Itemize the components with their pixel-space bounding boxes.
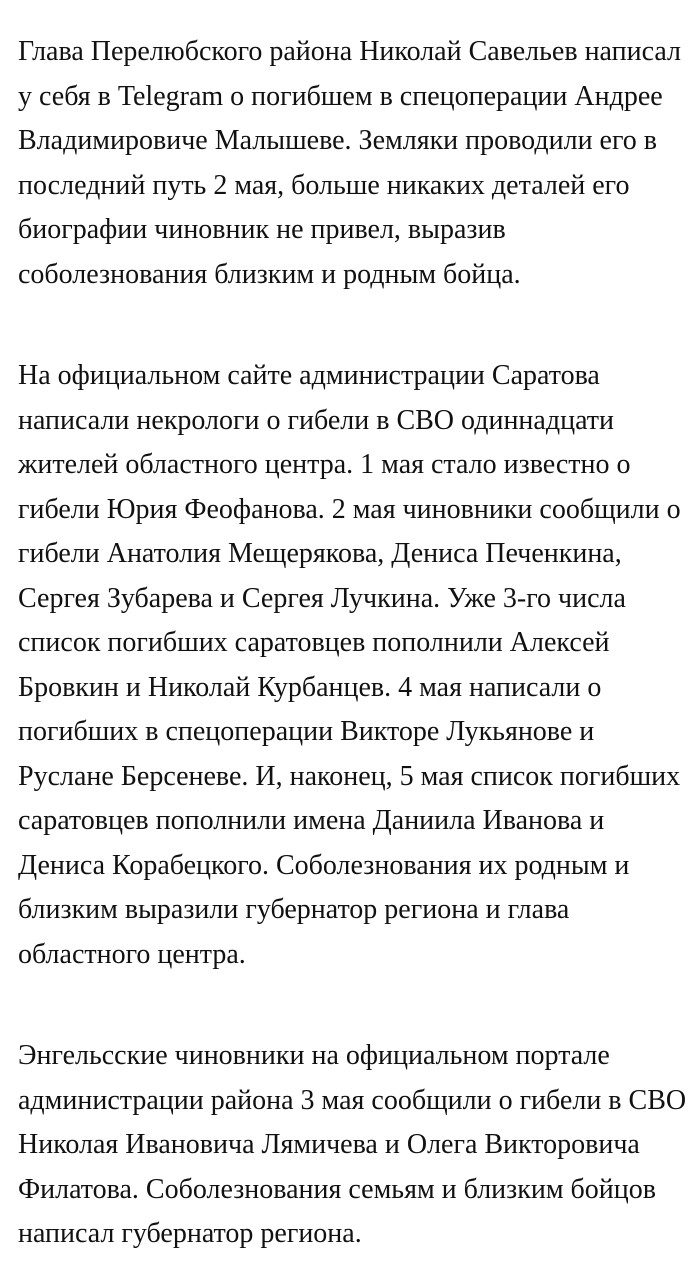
paragraph-perelyub: Глава Перелюбского района Николай Савельев написал у себя в Telegram о погибшем в спецоперации Андрее Владимировиче Малышеве. Земляки проводили его в последний путь 2 мая, больше никаких деталей его биографии чиновник не привел, выразив соболезнования близким и родным бойца.	[18, 36, 682, 290]
paragraph-saratov: На официальном сайте администрации Саратова написали некрологи о гибели в СВО одиннадцати жителей областного центра. 1 мая стало известно о гибели Юрия Феофанова. 2 мая чиновники сообщили о гибели Анатолия Мещерякова, Дениса Печенкина, Сергея Зубарева и Сергея Лучкина. Уже 3-го числа список погибших саратовцев пополнили Алексей Бровкин и Николай Курбанцев. 4 мая написали о погибших в спецоперации Викторе Лукьянове и Руслане Берсеневе. И, наконец, 5 мая список погибших саратовцев пополнили имена Даниила Иванова и Дениса Корабецкого. Соболезнования их родным и близким выразили губернатор региона и глава областного центра.	[18, 360, 681, 970]
paragraph-engels: Энгельсские чиновники на официальном портале администрации района 3 мая сообщили о гибели в СВО Николая Ивановича Лямичева и Олега Викторовича Филатова. Соболезнования семьям и близким бойцов написал губернатор региона.	[18, 1040, 687, 1249]
article-body	[18, 30, 694, 1257]
